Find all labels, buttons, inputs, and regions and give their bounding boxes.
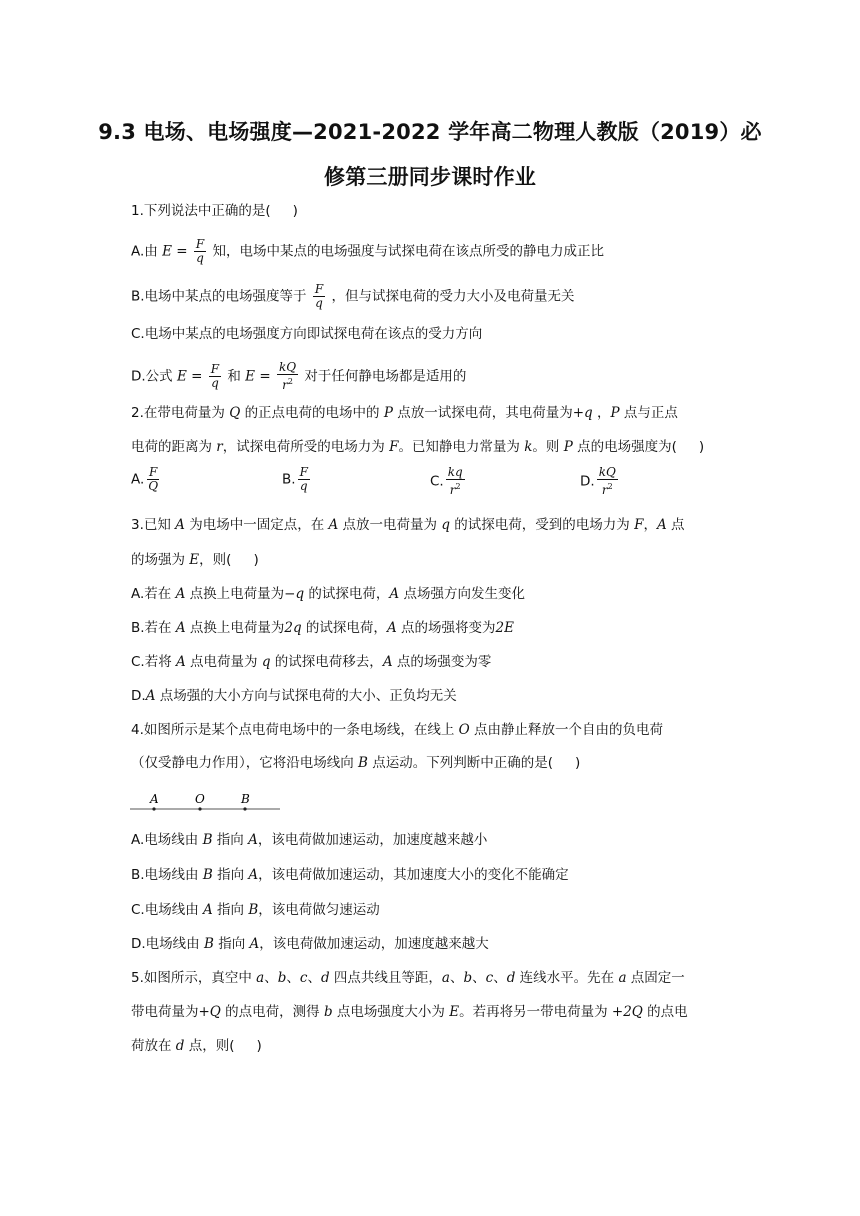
- electric-field-line-figure: [128, 790, 288, 816]
- question-3-stem-line-2: 的场强为 E，则( ): [131, 552, 259, 568]
- fraction-kq-over-r2: $\frac{kQ}{r^2}$: [278, 360, 297, 392]
- point-a-dot: [152, 807, 155, 810]
- question-4-option-d: D.电场线由 B 指向 A，该电荷做加速运动，加速度越来越大: [131, 936, 489, 952]
- question-4-option-c: C.电场线由 A 指向 B，该电荷做匀速运动: [131, 902, 380, 918]
- page-title-line-2: 修第三册同步课时作业: [324, 165, 536, 189]
- question-5-stem-line-2: 带电荷量为+Q 的点电荷，测得 b 点电场强度大小为 E。若再将另一带电荷量为 +2Q 的点电: [131, 1004, 688, 1020]
- label-a: A: [150, 792, 159, 806]
- question-2-stem-line-2: 电荷的距离为 r，试探电荷所受的电场力为 F。已知静电力常量为 k。则 P 点的电场强度为( ): [131, 439, 705, 455]
- question-2-option-b: B. $\frac{F}{q}$: [282, 465, 308, 493]
- question-2-stem-line-1: 2.在带电荷量为 Q 的正点电荷的电场中的 P 点放一试探电荷，其电荷量为+q ，P 点与正点: [131, 405, 678, 421]
- question-2-option-c: C. $\frac{kq}{r^2}$: [430, 465, 463, 497]
- fraction-f-over-q: $\frac{F}{q}$: [210, 362, 220, 390]
- question-3-option-a: A.若在 A 点换上电荷量为−q 的试探电荷，A 点场强方向发生变化: [131, 586, 525, 602]
- page-title-line-1: 9.3 电场、电场强度—2021-2022 学年高二物理人教版（2019）必: [98, 120, 762, 144]
- question-1-option-b: B.电场中某点的电场强度等于 $\frac{F}{q}$ ，但与试探电荷的受力大小及电荷量无关: [131, 282, 575, 310]
- question-5-stem-line-3: 荷放在 d 点，则( ): [131, 1038, 262, 1054]
- question-1-option-d: D.公式 E = $\frac{F}{q}$ 和 E = $\frac{kQ}{r^2}$ 对于任何静电场都是适用的: [131, 360, 467, 392]
- label-b: B: [241, 792, 250, 806]
- question-3-stem-line-1: 3.已知 A 为电场中一固定点，在 A 点放一电荷量为 q 的试探电荷，受到的电场力为 F，A 点: [131, 517, 685, 533]
- question-1-option-c: C.电场中某点的电场强度方向即试探电荷在该点的受力方向: [131, 326, 483, 342]
- point-o-dot: [198, 807, 201, 810]
- question-5-stem-line-1: 5.如图所示，真空中 a、b、c、d 四点共线且等距，a、b、c、d 连线水平。先在 a 点固定一: [131, 970, 685, 986]
- fraction-f-over-q: $\frac{F}{q}$: [314, 282, 324, 310]
- question-4-option-b: B.电场线由 B 指向 A，该电荷做加速运动，其加速度大小的变化不能确定: [131, 867, 569, 883]
- question-3-option-c: C.若将 A 点电荷量为 q 的试探电荷移去，A 点的场强变为零: [131, 654, 492, 670]
- question-4-option-a: A.电场线由 B 指向 A，该电荷做加速运动，加速度越来越小: [131, 832, 488, 848]
- question-2-option-d: D. $\frac{kQ}{r^2}$: [580, 465, 616, 497]
- question-2-option-a: A. $\frac{F}{Q}$: [131, 465, 159, 493]
- point-b-dot: [243, 807, 246, 810]
- question-1-stem: 1.下列说法中正确的是( ): [131, 203, 298, 219]
- question-3-option-b: B.若在 A 点换上电荷量为2q 的试探电荷，A 点的场强将变为2E: [131, 620, 514, 636]
- fraction-f-over-q: $\frac{F}{q}$: [195, 237, 205, 265]
- question-4-stem-line-1: 4.如图所示是某个点电荷电场中的一条电场线，在线上 O 点由静止释放一个自由的负电荷: [131, 722, 664, 738]
- question-3-option-d: D.A 点场强的大小方向与试探电荷的大小、正负均无关: [131, 688, 457, 704]
- question-4-stem-line-2: （仅受静电力作用），它将沿电场线向 B 点运动。下列判断中正确的是( ): [131, 755, 581, 771]
- question-1-option-a: A.由 E = $\frac{F}{q}$ 知，电场中某点的电场强度与试探电荷在该点所受的静电力成正比: [131, 237, 604, 265]
- label-o: O: [195, 792, 205, 806]
